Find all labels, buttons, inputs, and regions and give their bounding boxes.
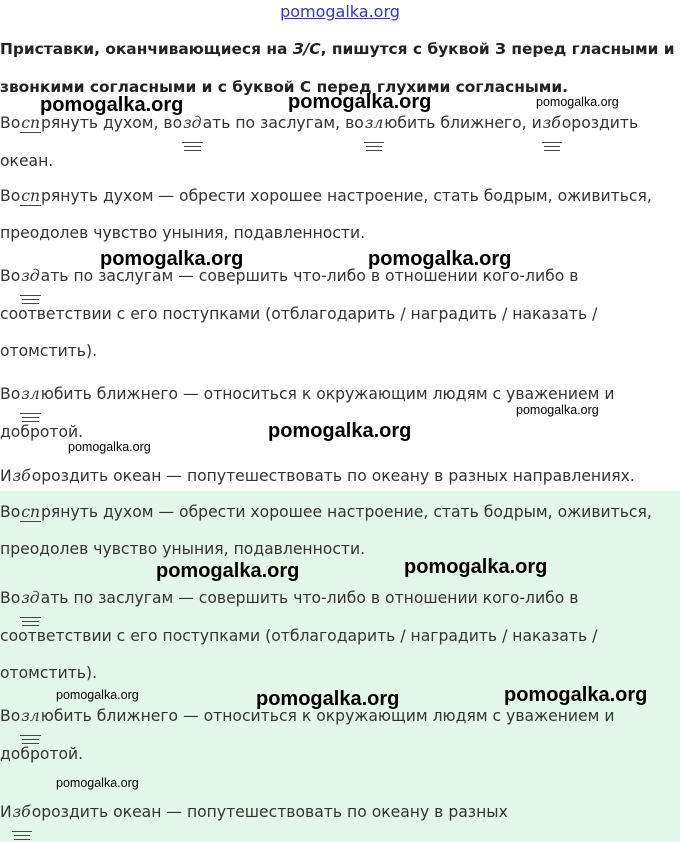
watermark: pomogalka.org [504,684,648,706]
watermark: pomogalka.org [536,95,619,109]
rule-letters: З/С [292,40,321,58]
watermark: pomogalka.org [368,248,512,270]
answer-vozlyubit: Возлюбить ближнего — относиться к окружающим людям с уважением и добротой. [0,698,676,773]
answer-vozdat: Воздать по заслугам — совершить что-либо в отношении кого-либо в соответствии с его поступками (отблагодарить / наградить / наказать / отомстить). [0,580,676,692]
watermark: pomogalka.org [56,688,139,702]
examples-line: Воспрянуть духом, воздать по заслугам, возлюбить ближнего, избороздить океан. [0,105,676,180]
rule-part1: Приставки, оканчивающиеся на [0,40,293,58]
definition-vozdat: Воздать по заслугам — совершить что-либо в отношении кого-либо в соответствии с его поступками (отблагодарить / наградить / наказать / отомстить). [0,258,676,370]
watermark: pomogalka.org [404,556,548,578]
watermark: pomogalka.org [268,420,412,442]
prefix-zd: зд [182,105,202,143]
prefix-zl: зл [364,105,384,143]
watermark: pomogalka.org [40,94,184,116]
prefix-zb: зб [542,105,562,143]
watermark: pomogalka.org [56,776,139,790]
definition-izborozdit: Избороздить океан — попутешествовать по океану в разных направлениях. [0,458,676,496]
watermark: pomogalka.org [288,91,432,113]
answer-izborozdit: Избороздить океан — попутешествовать по океану в разных [0,794,676,832]
watermark: pomogalka.org [100,248,244,270]
watermark: pomogalka.org [68,440,151,454]
site-link[interactable]: pomogalka.org [280,2,400,21]
watermark: pomogalka.org [256,688,400,710]
answer-vospryanut: Воспрянуть духом — обрести хорошее настроение, стать бодрым, оживиться, преодолев чувство уныния, подавленности. [0,503,652,558]
rule-part2: , пишутся с буквой З перед гласными и звонкими согласными и с буквой С перед глухими согласными. [0,40,675,96]
prefix-sp: сп [21,114,41,132]
definition-vospryanut: Воспрянуть духом — обрести хорошее настроение, стать бодрым, оживиться, преодолев чувство уныния, подавленности. [0,187,652,242]
watermark: pomogalka.org [516,403,599,417]
watermark: pomogalka.org [156,560,300,582]
definition-vozlyubit: Возлюбить ближнего — относиться к окружающим людям с уважением и добротой. [0,376,676,451]
